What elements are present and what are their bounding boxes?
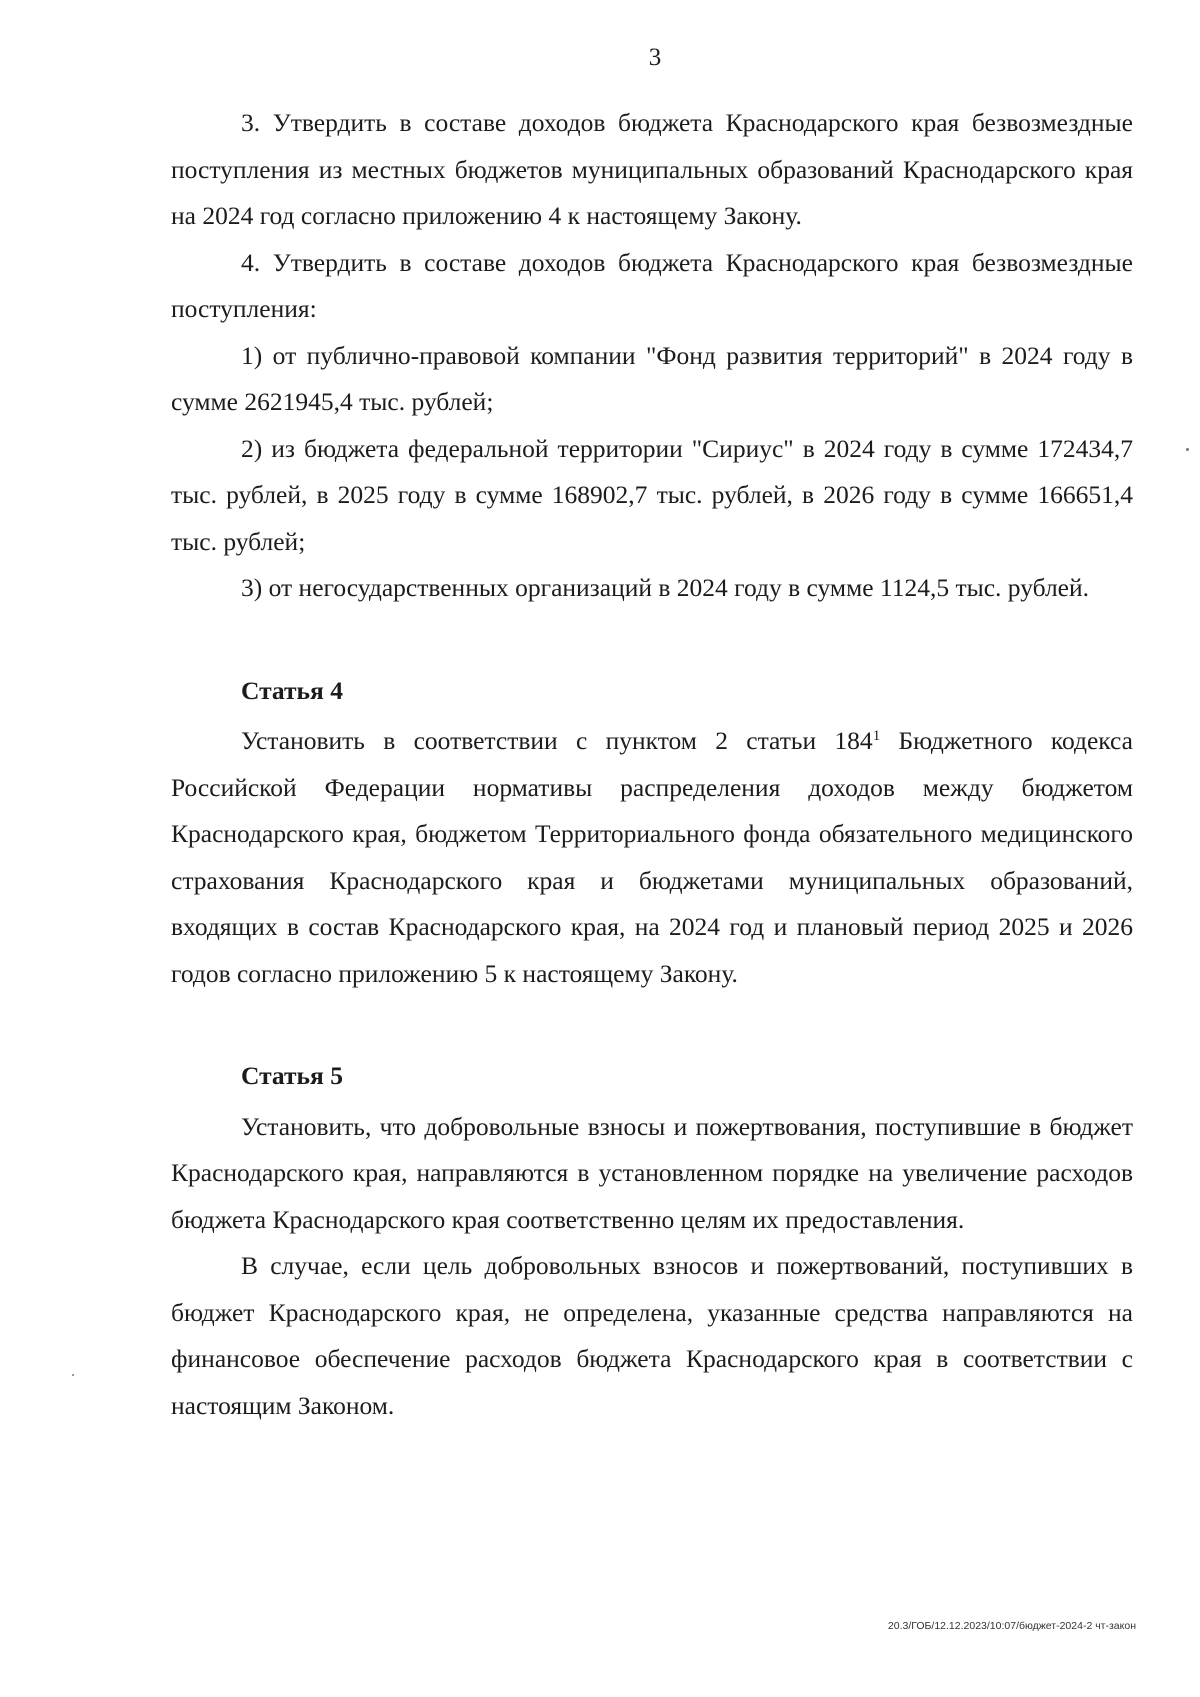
- subitem-1: 1) от публично-правовой компании "Фонд развития территорий" в 2024 году в сумме 2621945,4 тыс. рублей;: [171, 340, 1133, 416]
- spacer: [171, 997, 1133, 1053]
- article-5-paragraph-2: В случае, если цель добровольных взносов и пожертвований, поступивших в бюджет Краснодарского края, не определена, указанные средства направляются на финансовое обеспечение расходов бюджета Краснодарского края в соответствии с настоящим Законом.: [171, 1251, 1133, 1420]
- scan-artifact: [72, 1374, 74, 1376]
- page-number: 3: [648, 44, 662, 71]
- document-body: [171, 100, 1133, 1429]
- paragraph-item-3: 3. Утвердить в составе доходов бюджета Краснодарского края безвозмездные поступления из местных бюджетов муниципальных образований Краснодарского края на 2024 год согласно приложению 4 к настоящему Закону.: [171, 108, 1133, 230]
- article-4-text-start: Установить в соответствии с пунктом 2 статьи 184: [241, 726, 873, 755]
- article-4-text: [171, 718, 1133, 997]
- spacer: [171, 612, 1133, 668]
- paragraph-item-4: 4. Утвердить в составе доходов бюджета Краснодарского края безвозмездные поступления:: [171, 247, 1133, 323]
- article-5-title: Статья 5: [241, 1061, 343, 1090]
- scan-artifact: [1186, 448, 1189, 451]
- article-4-superscript: 1: [872, 728, 881, 744]
- subitem-3: 3) от негосударственных организаций в 2024 году в сумме 1124,5 тыс. рублей.: [241, 573, 1090, 602]
- article-4-title: Статья 4: [241, 675, 343, 705]
- article-4-text-end: Бюджетного кодекса Российской Федерации нормативы распределения доходов между бюджетом Краснодарского края, бюджетом Территориального фонда обязательного медицинского страхования Краснодарского края и бюджетами муниципальных образований, входящих в состав Краснодарского края, на 2024 год и плановый период 2025 и 2026 годов согласно приложению 5 к настоящему Закону.: [171, 726, 1133, 988]
- subitem-2: 2) из бюджета федеральной территории "Сириус" в 2024 году в сумме 172434,7 тыс. рублей, в 2025 году в сумме 168902,7 тыс. рублей, в 2026 году в сумме 166651,4 тыс. рублей;: [171, 433, 1133, 556]
- footer-document-code: 20.3/ГОБ/12.12.2023/10:07/бюджет-2024-2 чт-закон: [887, 1620, 1136, 1632]
- article-5-paragraph-1: Установить, что добровольные взносы и пожертвования, поступившие в бюджет Краснодарского края, направляются в установленном порядке на увеличение расходов бюджета Краснодарского края соответственно целям их предоставления.: [171, 1111, 1133, 1234]
